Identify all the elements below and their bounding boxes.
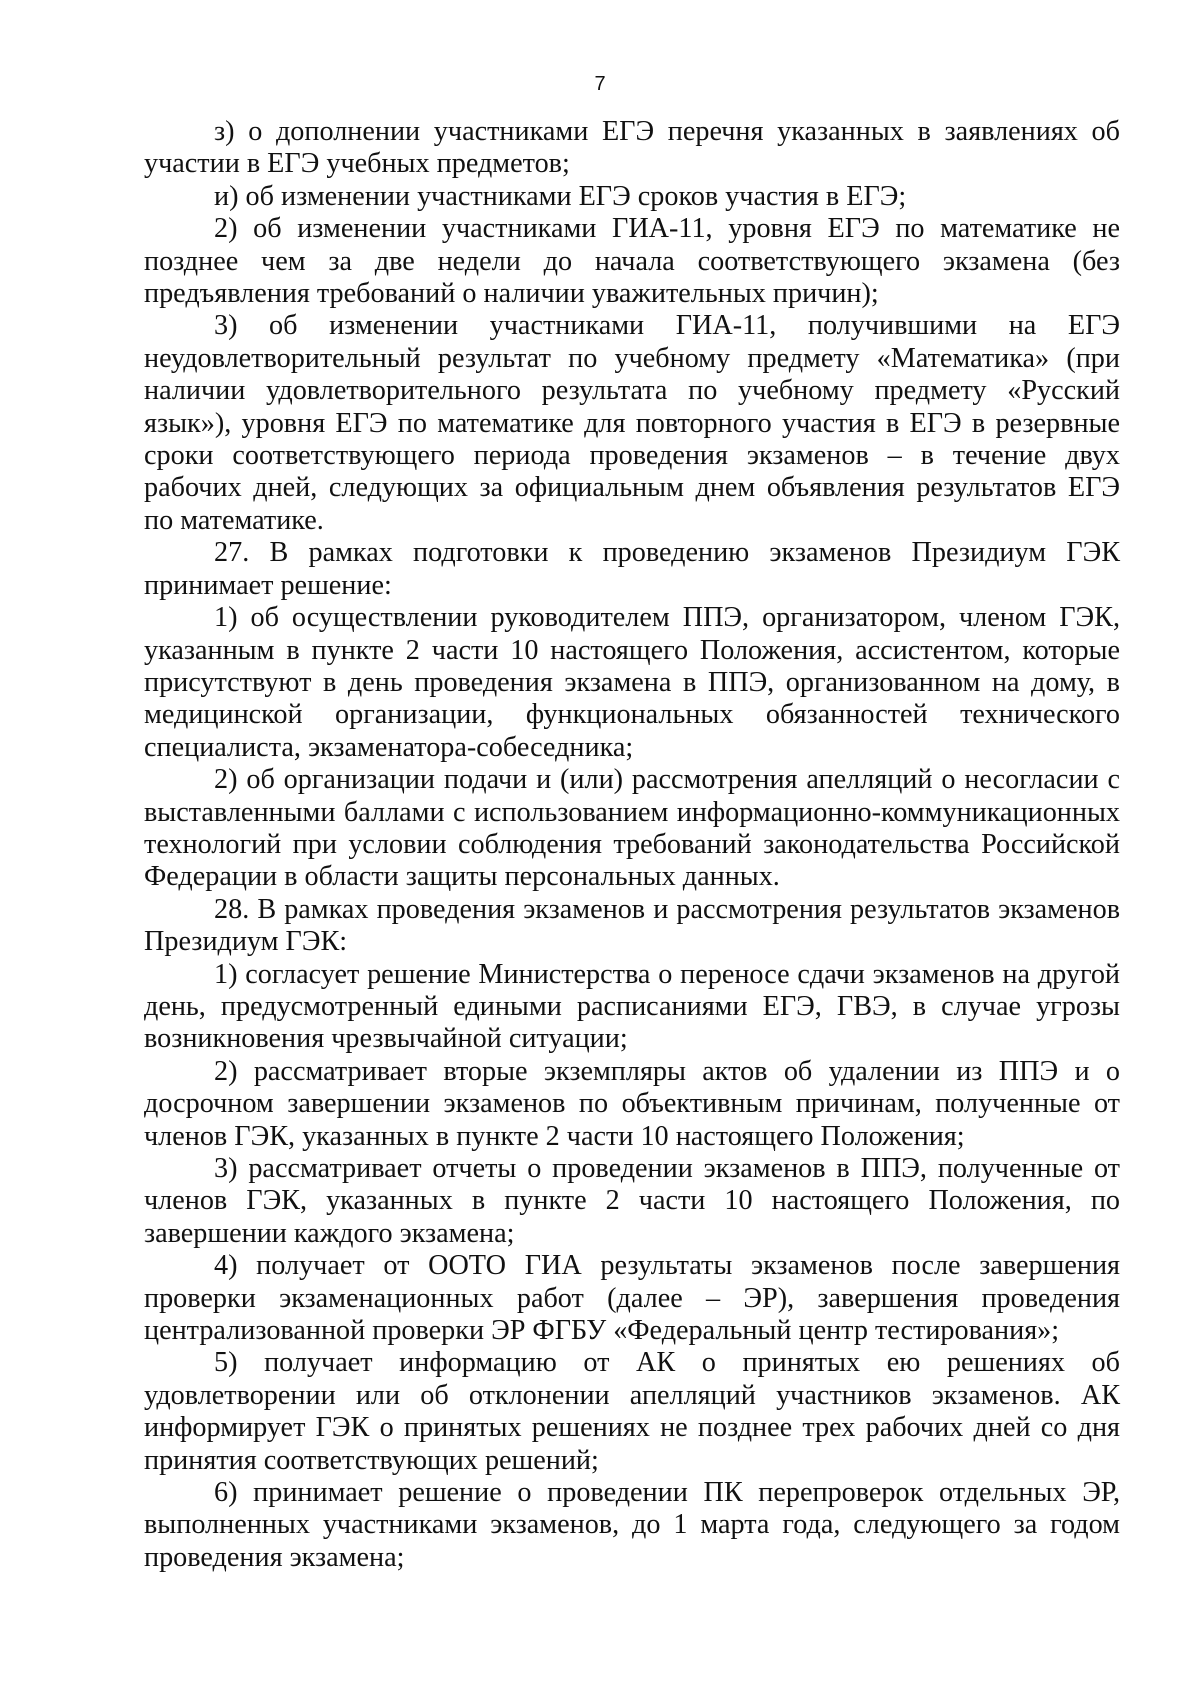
paragraph-28-item-3: 3) рассматривает отчеты о проведении экзаменов в ППЭ, полученные от членов ГЭК, указанных в пункте 2 части 10 настоящего Положения, по завершении каждого экзамена; [144,1153,1120,1249]
paragraph-28-item-1: 1) согласует решение Министерства о переносе сдачи экзаменов на другой день, предусмотренный едиными расписаниями ЕГЭ, ГВЭ, в случае угрозы возникновения чрезвычайной ситуации; [144,958,1120,1055]
paragraph-28-item-2: 2) рассматривает вторые экземпляры актов об удалении из ППЭ и о досрочном завершении экзаменов по объективным причинам, полученные от членов ГЭК, указанных в пункте 2 части 10 настоящего Положения; [144,1055,1120,1152]
document-body [144,116,1120,1574]
paragraph-28-item-5: 5) получает информацию от АК о принятых ею решениях об удовлетворении или об отклонении апелляций участников экзаменов. АК информирует ГЭК о принятых решениях не позднее трех рабочих дней со дня принятия соответствующих решений; [144,1347,1120,1476]
paragraph-28-item-4: 4) получает от ООТО ГИА результаты экзаменов после завершения проверки экзаменационных работ (далее – ЭР), завершения проведения централизованной проверки ЭР ФГБУ «Федеральный центр тестирования»; [144,1250,1120,1347]
page-number: 7 [594,73,606,95]
paragraph-27-item-2: 2) об организации подачи и (или) рассмотрения апелляций о несогласии с выставленными баллами с использованием информационно-коммуникационных технологий при условии соблюдения требований законодательства Российской Федерации в области защиты персональных данных. [144,764,1120,893]
paragraph-item-2: 2) об изменении участниками ГИА-11, уровня ЕГЭ по математике не позднее чем за две недели до начала соответствующего экзамена (без предъявления требований о наличии уважительных причин); [144,213,1120,310]
paragraph-3-i: и) об изменении участниками ЕГЭ сроков участия в ЕГЭ; [214,180,907,212]
paragraph-27-item-1: 1) об осуществлении руководителем ППЭ, организатором, членом ГЭК, указанным в пункте 2 части 10 настоящего Положения, ассистентом, которые присутствуют в день проведения экзамена в ППЭ, организованном на дому, в медицинской организации, функциональных обязанностей технического специалиста, экзаменатора-собеседника; [144,602,1120,763]
paragraph-28-item-6: 6) принимает решение о проведении ПК перепроверок отдельных ЭР, выполненных участниками экзаменов, до 1 марта года, следующего за годом проведения экзамена; [144,1477,1120,1573]
paragraph-clause-28: 28. В рамках проведения экзаменов и рассмотрения результатов экзаменов Президиум ГЭК: [144,893,1120,958]
paragraph-3-z: з) о дополнении участниками ЕГЭ перечня указанных в заявлениях об участии в ЕГЭ учебных предметов; [144,116,1120,180]
paragraph-clause-27: 27. В рамках подготовки к проведению экзаменов Президиум ГЭК принимает решение: [144,537,1120,601]
paragraph-item-3: 3) об изменении участниками ГИА-11, получившими на ЕГЭ неудовлетворительный результат по учебному предмету «Математика» (при наличии удовлетворительного результата по учебному предмету «Русский язык»), уровня ЕГЭ по математике для повторного участия в ЕГЭ в резервные сроки соответствующего периода проведения экзаменов – в течение двух рабочих дней, следующих за официальным днем объявления результатов ЕГЭ по математике. [144,310,1120,536]
